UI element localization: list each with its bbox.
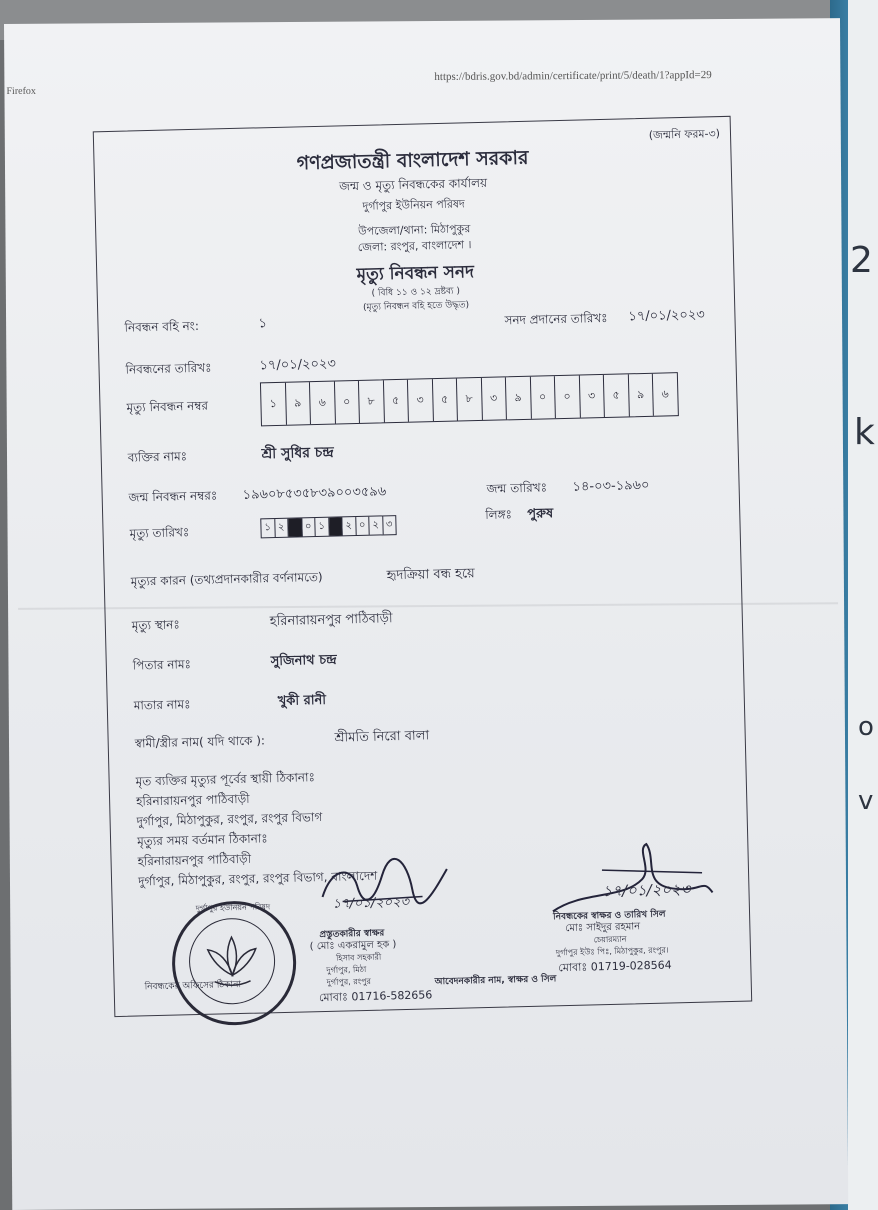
perm-address-line1: হরিনারায়নপুর পাঠিবাড়ী (135, 791, 250, 809)
date-digit: ৩ (385, 519, 393, 531)
dob: ১৪-০৩-১৯৬০ (572, 477, 650, 495)
birth-reg-no: ১৯৬০৮৫৩৫৮৩৯০০৩৫৯৬ (242, 484, 387, 503)
death-date-boxes (260, 515, 396, 538)
father-label: পিতার নামঃ (132, 657, 192, 673)
registrar-role: চেয়ারম্যান (593, 934, 627, 945)
place-label: মৃত্যু স্থানঃ (131, 617, 180, 633)
informant-name: ( মোঃ একরামুল হক ) (309, 939, 397, 953)
death-date-label: মৃত্যু তারিখঃ (129, 525, 190, 541)
certificate (93, 116, 752, 1017)
cause-label: মৃত্যুর কারন (তথ্যপ্রদানকারীর বর্ণনামতে) (130, 569, 323, 589)
reg-digit: ৮ (457, 378, 483, 421)
registrar-sig-label: নিবন্ধকের স্বাক্ষর ও তারিখ সিল (552, 909, 666, 923)
footer-left: নিবন্ধকের অফিসের ঠিকানা (144, 980, 242, 993)
reg-digit: ০ (530, 376, 556, 419)
office-title: জন্ম ও মৃত্যু নিবন্ধকের কার্যালয় (339, 175, 488, 194)
reg-no-boxes (260, 372, 678, 426)
date-digit: ২ (342, 517, 356, 535)
dob-label: জন্ম তারিখঃ (486, 480, 548, 496)
date-digit: ২ (275, 519, 289, 537)
date-digit: ২ (369, 516, 383, 534)
cause: হৃদক্রিয়া বন্ধ হয়ে (386, 566, 475, 584)
reg-date: ১৭/০১/২০২৩ (259, 356, 337, 374)
reg-digit: ১ (261, 383, 287, 426)
book-no: ১ (258, 316, 268, 332)
date-digit: ১ (261, 519, 275, 537)
issue-date: ১৭/০১/২০২৩ (628, 307, 705, 325)
curr-address-label: মৃত্যুর সময় বর্তমান ঠিকানাঃ (136, 831, 268, 849)
reg-digit: ৫ (604, 374, 630, 417)
registrar-sig-date: ১৭/০১/২০২৩ (602, 880, 691, 901)
reg-digit: ৮ (359, 380, 385, 423)
date-digit: ০ (302, 518, 316, 536)
informant-sig-label: প্রস্তুতকারীর স্বাক্ষর (319, 928, 385, 941)
name-label: ব্যক্তির নামঃ (127, 449, 188, 465)
reg-digit: ৯ (506, 377, 532, 420)
upazila: উপজেলা/থানা: মিঠাপুকুর (358, 222, 471, 238)
union-seal (171, 900, 298, 1027)
reg-digit: ৬ (661, 387, 669, 401)
issue-date-label: সনদ প্রদানের তারিখঃ (504, 310, 608, 328)
seal-text: দুর্গাপুর ইউনিয়ন পরিষদ (195, 902, 271, 914)
edge-char: k (854, 412, 875, 453)
gov-title: গণপ্রজাতন্ত্রী বাংলাদেশ সরকার (296, 146, 529, 175)
footer-right: আবেদনকারীর নাম, স্বাক্ষর ও সিল (434, 974, 557, 988)
district: জেলা: রংপুর, বাংলাদেশ । (357, 238, 472, 254)
edge-char: 2 (850, 240, 873, 281)
person-name: শ্রী সুধির চন্দ্র (261, 444, 334, 463)
spouse-label: স্বামী/স্ত্রীর নাম( যদি থাকে ): (134, 733, 266, 751)
edge-char: o (858, 712, 874, 742)
background-right-paper (848, 0, 878, 1210)
document-title: মৃত্যু নিবন্ধন সনদ (356, 262, 475, 285)
book-no-label: নিবন্ধন বহি নং: (124, 318, 200, 335)
paper-sheet (4, 18, 848, 1210)
perm-address-label: মৃত ব্যক্তির মৃত্যুর পূর্বের স্থায়ী ঠিকানাঃ (135, 770, 316, 789)
curr-address-line1: হরিনারায়নপুর পাঠিবাড়ী (137, 851, 252, 869)
birth-reg-label: জন্ম নিবন্ধন নম্বরঃ (128, 488, 218, 505)
informant-place: দুর্গাপুর, মিঠা (326, 964, 367, 975)
reg-digit: ৯ (285, 382, 311, 425)
rule-reference: ( বিধি ১১ ও ১২ দ্রষ্টব্য ) (371, 286, 461, 299)
browser-url: https://bdris.gov.bd/admin/certificate/print/5/death/1?appId=29 (434, 69, 712, 83)
registrar-union: দুর্গাপুর ইউঃ পিঃ, মিঠাপুকুর, রংপুর। (555, 945, 669, 958)
mother-name: খুকী রানী (277, 692, 327, 710)
reg-digit: ০ (555, 376, 581, 419)
date-separator (288, 518, 302, 536)
reg-digit: ৩ (481, 377, 507, 420)
date-digit: ০ (356, 517, 370, 535)
union-name: দুর্গাপুর ইউনিয়ন পরিষদ (362, 197, 465, 213)
edge-char: v (858, 786, 874, 816)
informant-role: হিসাব সহকারী (335, 952, 382, 963)
reg-no-label: মৃত্যু নিবন্ধন নম্বর (126, 398, 209, 415)
perm-address-line2: দুর্গাপুর, মিঠাপুকুর, রংপুর, রংপুর বিভাগ (136, 809, 323, 829)
browser-app-name: Firefox (6, 85, 36, 97)
informant-phone: মোবাঃ 01716-582656 (318, 988, 433, 1005)
form-number: (জন্মনি ফরম-৩) (648, 127, 721, 142)
registrar-phone: মোবাঃ 01719-028564 (558, 958, 672, 975)
reg-date-label: নিবন্ধনের তারিখঃ (125, 360, 212, 377)
reg-digit: ৩ (579, 375, 605, 418)
informant-sig-date: ১৭/০১/২০২৩ (332, 894, 410, 912)
informant-union: দুর্গাপুর, রংপুর (326, 976, 372, 987)
date-digit: ১ (315, 518, 329, 536)
mother-label: মাতার নামঃ (133, 697, 191, 713)
spouse-name: শ্রীমতি নিরো বালা (334, 728, 430, 746)
source-note: (মৃত্যু নিবন্ধন বহি হতে উদ্ধৃত) (362, 300, 470, 313)
reg-digit: ৯ (628, 374, 654, 417)
reg-digit: ৩ (408, 379, 434, 422)
father-name: সুজিনাথ চন্দ্র (270, 652, 337, 670)
sex: পুরুষ (527, 506, 554, 522)
reg-digit: ৬ (310, 382, 336, 425)
registrar-name: মোঃ সাইদুর রহমান (565, 921, 641, 935)
reg-digit: ৫ (383, 380, 409, 423)
date-separator (329, 517, 343, 535)
curr-address-line2: দুর্গাপুর, মিঠাপুকুর, রংপুর, রংপুর বিভাগ, বাংলাদেশ (137, 868, 378, 889)
sex-label: লিঙ্গঃ (485, 507, 513, 522)
reg-digit: ৫ (432, 379, 458, 422)
death-place: হরিনারায়নপুর পাঠিবাড়ী (269, 611, 393, 630)
reg-digit: ০ (334, 381, 360, 424)
